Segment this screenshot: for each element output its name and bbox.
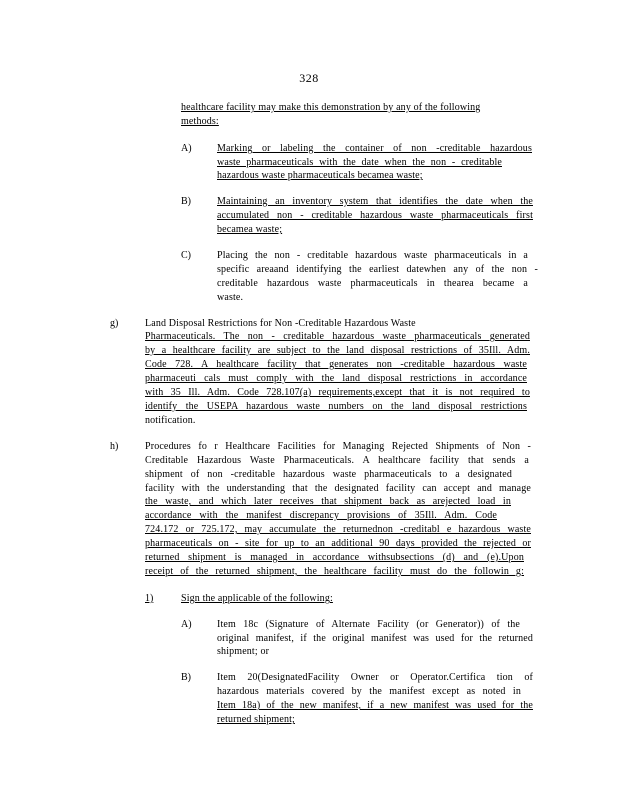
item-1a-line: shipment; or <box>217 646 270 657</box>
section-h-line: accordance with the manifest discrepancy provisions of 35Ill. Adm. Code <box>145 510 497 521</box>
item-1b-line: Item 20(DesignatedFacility Owner or Operator.Certifica tion of <box>217 672 533 683</box>
section-g-line: Code 728. A healthcare facility that generates non -creditable hazardous waste <box>145 359 527 370</box>
intro-line: methods: <box>181 116 219 127</box>
method-a-line: waste pharmaceuticals with the date when the non - creditable <box>217 157 502 168</box>
section-g-line: pharmaceuti cals must comply with the land disposal restrictions in accordance <box>145 373 527 384</box>
section-g-line: notification. <box>145 415 196 426</box>
method-b-line: becamea waste; <box>217 224 283 235</box>
item-1b-line: returned shipment; <box>217 714 295 725</box>
method-a-line: Marking or labeling the container of non -creditable hazardous <box>217 143 532 154</box>
method-c-line: creditable hazardous waste pharmaceuticals in thearea became a <box>217 278 528 289</box>
section-g-line: Pharmaceuticals. The non - creditable hazardous waste pharmaceuticals generated <box>145 331 530 342</box>
item-1b-marker: B) <box>181 672 191 683</box>
method-a-line: hazardous waste pharmaceuticals becamea waste; <box>217 170 423 181</box>
section-h-line: shipment of non -creditable hazardous waste pharmaceuticals to a designated <box>145 469 512 480</box>
item-1a-line: original manifest, if the original manifest was used for the returned <box>217 633 533 644</box>
section-h-line: the waste, and which later receives that shipment back as arejected load in <box>145 496 511 507</box>
section-h-heading: Procedures fo r Healthcare Facilities for Managing Rejected Shipments of Non - <box>145 441 531 452</box>
method-c-line: specific areaand identifying the earliest datewhen any of the non - <box>217 264 538 275</box>
item-1-marker: 1) <box>145 593 154 604</box>
section-g-line: with 35 Ill. Adm. Code 728.107(a) requirements,except that it is not required to <box>145 387 530 398</box>
item-1a-marker: A) <box>181 619 192 630</box>
method-marker: C) <box>181 250 191 261</box>
item-1b-line: Item 18a) of the new manifest, if a new manifest was used for the <box>217 700 533 711</box>
section-h-line: pharmaceuticals on - site for up to an additional 90 days provided the rejected or <box>145 538 531 549</box>
method-marker: B) <box>181 196 191 207</box>
section-h-line: receipt of the returned shipment, the healthcare facility must do the followin g: <box>145 566 524 577</box>
section-g-heading: Land Disposal Restrictions for Non -Creditable Hazardous Waste <box>145 318 416 329</box>
section-h-line: facility with the understanding that the designated facility can accept and manage <box>145 483 531 494</box>
intro-line: healthcare facility may make this demonstration by any of the following <box>181 102 481 113</box>
item-1-line: Sign the applicable of the following: <box>181 593 333 604</box>
method-c-line: Placing the non - creditable hazardous waste pharmaceuticals in a <box>217 250 528 261</box>
section-h-line: 724.172 or 725.172, may accumulate the returnednon -creditabl e hazardous waste <box>145 524 531 535</box>
method-c-line: waste. <box>217 292 244 303</box>
section-h-marker: h) <box>110 441 119 452</box>
method-b-line: Maintaining an inventory system that identifies the date when the <box>217 196 533 207</box>
section-g-marker: g) <box>110 318 119 329</box>
page-number: 328 <box>299 71 319 85</box>
section-h-line: Creditable Hazardous Waste Pharmaceuticals. A healthcare facility that sends a <box>145 455 529 466</box>
section-h-line: returned shipment is managed in accordance withsubsections (d) and (e).Upon <box>145 552 524 563</box>
item-1b-line: hazardous materials covered by the manifest except as noted in <box>217 686 521 697</box>
method-b-line: accumulated non - creditable hazardous waste pharmaceuticals first <box>217 210 533 221</box>
method-marker: A) <box>181 143 192 154</box>
item-1a-line: Item 18c (Signature of Alternate Facility (or Generator)) of the <box>217 619 520 630</box>
section-g-line: by a healthcare facility are subject to the land disposal restrictions of 35Ill. Adm. <box>145 345 530 356</box>
section-g-line: identify the USEPA hazardous waste numbers on the land disposal restrictions <box>145 401 527 412</box>
